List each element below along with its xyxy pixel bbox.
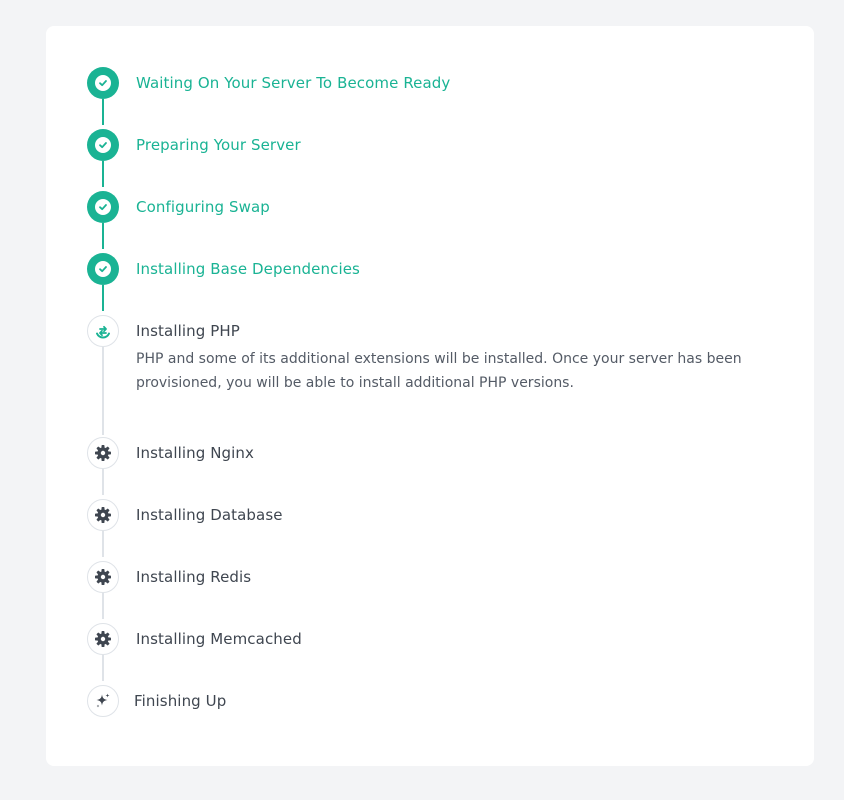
step-label: Preparing Your Server bbox=[136, 136, 301, 154]
sparkle-icon bbox=[87, 685, 119, 717]
gear-icon bbox=[87, 561, 119, 593]
provisioning-card bbox=[46, 26, 814, 766]
check-icon bbox=[87, 67, 119, 99]
connector-line bbox=[102, 161, 104, 187]
step-label: Installing Base Dependencies bbox=[136, 260, 360, 278]
connector-line bbox=[102, 469, 104, 495]
step-label: Installing Redis bbox=[136, 568, 252, 586]
connector-line bbox=[102, 593, 104, 619]
connector-line bbox=[102, 223, 104, 249]
sync-icon bbox=[87, 315, 119, 347]
step-label: Installing Memcached bbox=[136, 630, 302, 648]
connector-line bbox=[102, 347, 104, 435]
step-label: Installing Nginx bbox=[136, 444, 255, 462]
gear-icon bbox=[87, 499, 119, 531]
step-label: Waiting On Your Server To Become Ready bbox=[136, 74, 451, 92]
connector-line bbox=[102, 531, 104, 557]
gear-icon bbox=[87, 437, 119, 469]
check-icon bbox=[87, 129, 119, 161]
connector-line bbox=[102, 655, 104, 681]
step-description: PHP and some of its additional extensions will be installed. Once your server has been provisioned, you will be able to install additional PHP versions. bbox=[136, 351, 742, 391]
step-label: Configuring Swap bbox=[136, 198, 270, 216]
check-icon bbox=[87, 253, 119, 285]
gear-icon bbox=[87, 623, 119, 655]
connector-line bbox=[102, 285, 104, 311]
connector-line bbox=[102, 99, 104, 125]
step-label: Installing Database bbox=[136, 506, 283, 524]
step-label: Installing PHP bbox=[136, 322, 240, 340]
step-label: Finishing Up bbox=[134, 692, 227, 710]
check-icon bbox=[87, 191, 119, 223]
